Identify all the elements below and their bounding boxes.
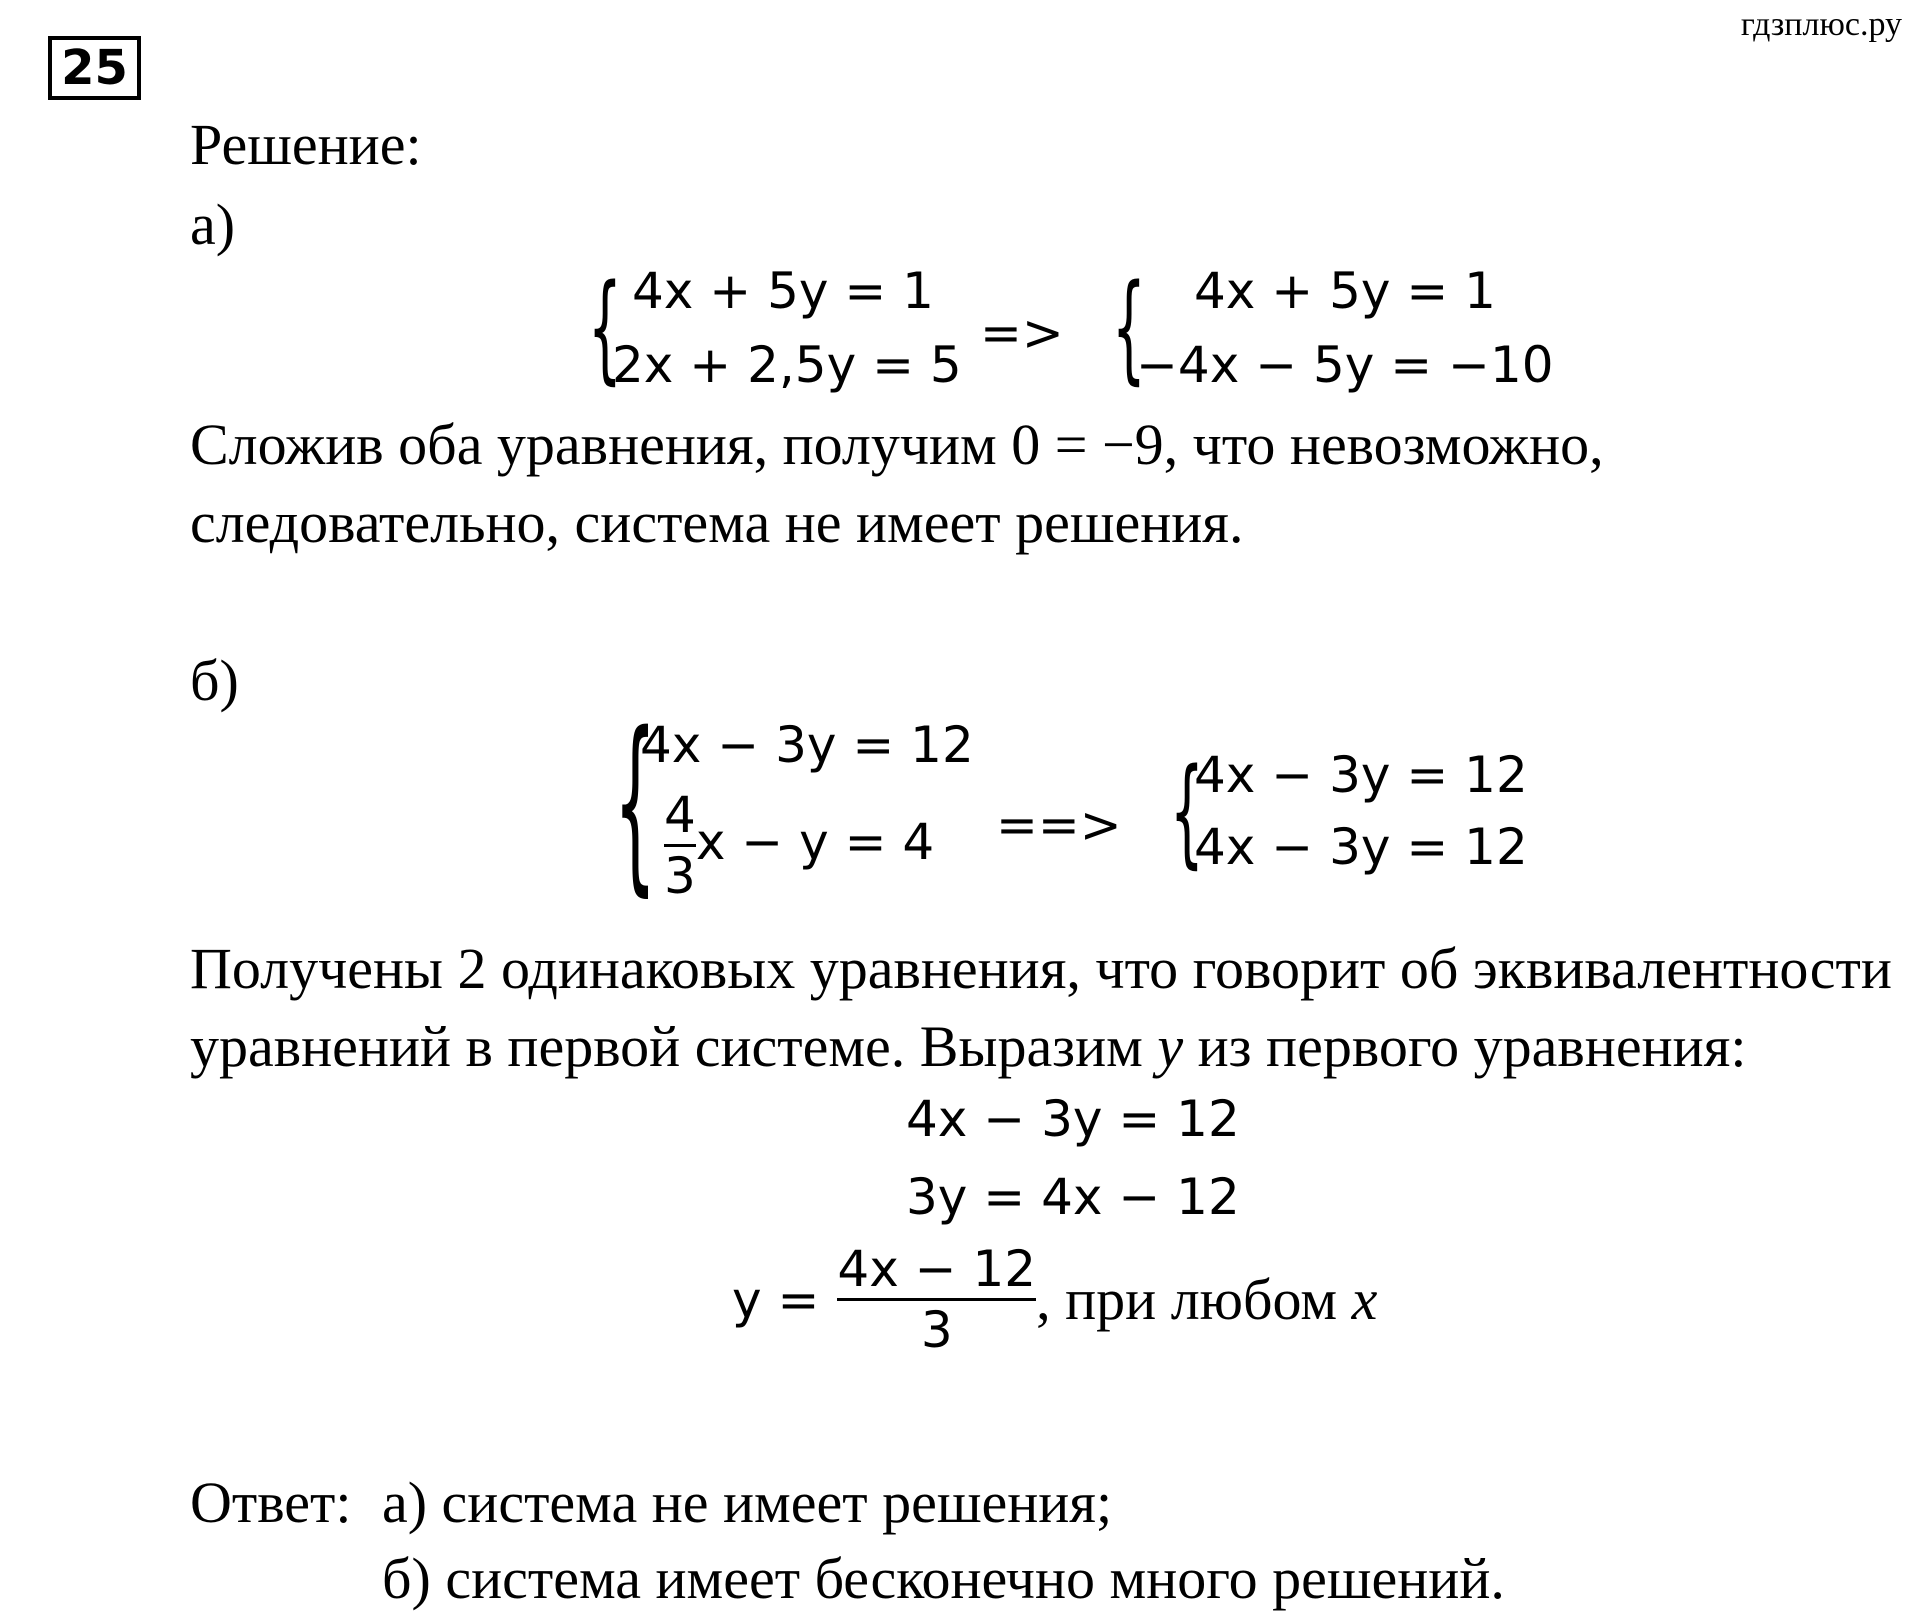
part-b-step2: 3y = 4x − 12 — [906, 1168, 1240, 1226]
part-b-label: б) — [190, 648, 239, 713]
part-b-system2-eq2: 4x − 3y = 12 — [1194, 818, 1528, 876]
part-b-step3 — [732, 1240, 1378, 1359]
part-b-arrow: ==> — [996, 796, 1122, 854]
part-b-step3-fraction — [837, 1240, 1037, 1359]
step3-numerator: 4x − 12 — [837, 1240, 1037, 1298]
part-b-system1-eq1: 4x − 3y = 12 — [640, 716, 974, 774]
part-a-text-line2: следовательно, система не имеет решения. — [190, 490, 1244, 555]
part-b-step3-tail: , при любом — [1036, 1266, 1352, 1332]
part-a-arrow: => — [980, 304, 1064, 362]
part-a-system1-brace: { — [588, 258, 622, 396]
fraction-denominator: 3 — [664, 847, 696, 905]
part-b-step3-lhs: y = — [732, 1270, 820, 1329]
part-a-system2-eq2: −4x − 5y = −10 — [1136, 336, 1554, 394]
part-a-label: а) — [190, 192, 236, 257]
part-b-system1-brace: { — [614, 692, 657, 913]
part-a-system1-eq2: 2x + 2,5y = 5 — [612, 336, 962, 394]
part-b-system2-brace: { — [1170, 742, 1204, 880]
fraction-numerator: 4 — [664, 786, 696, 844]
part-a-system2-brace: { — [1112, 258, 1146, 396]
part-b-text-var-y: y — [1157, 1014, 1184, 1079]
part-b-system1-eq2-rest: x − y = 4 — [695, 813, 935, 871]
part-a-text-line1: Сложив оба уравнения, получим 0 = −9, что невозможно, — [190, 412, 1604, 477]
part-b-text-line2-start: уравнений в первой системе. Выразим — [190, 1014, 1158, 1079]
part-a-system2-eq1: 4x + 5y = 1 — [1194, 262, 1496, 320]
problem-number: 25 — [61, 40, 128, 96]
part-b-text-line2-end: из первого уравнения: — [1183, 1014, 1747, 1079]
answer-line-a: а) система не имеет решения; — [382, 1470, 1113, 1535]
part-b-step3-var-x: x — [1351, 1266, 1378, 1332]
answer-label: Ответ: — [190, 1470, 352, 1535]
part-a-system1-eq1: 4x + 5y = 1 — [632, 262, 934, 320]
step3-denominator: 3 — [920, 1301, 953, 1359]
site-watermark: гдзплюс.ру — [1740, 6, 1902, 43]
part-b-text-line2 — [190, 1014, 1747, 1079]
part-b-system2-eq1: 4x − 3y = 12 — [1194, 746, 1528, 804]
problem-number-box — [48, 36, 141, 100]
answer-line-b: б) система имеет бесконечно много решений. — [382, 1546, 1505, 1611]
part-b-text-line1: Получены 2 одинаковых уравнения, что говорит об эквивалентности — [190, 936, 1892, 1001]
solution-label: Решение: — [190, 112, 422, 177]
part-b-step1: 4x − 3y = 12 — [906, 1090, 1240, 1148]
part-b-system1-eq2 — [664, 786, 935, 905]
part-b-system1-fraction — [664, 786, 696, 905]
